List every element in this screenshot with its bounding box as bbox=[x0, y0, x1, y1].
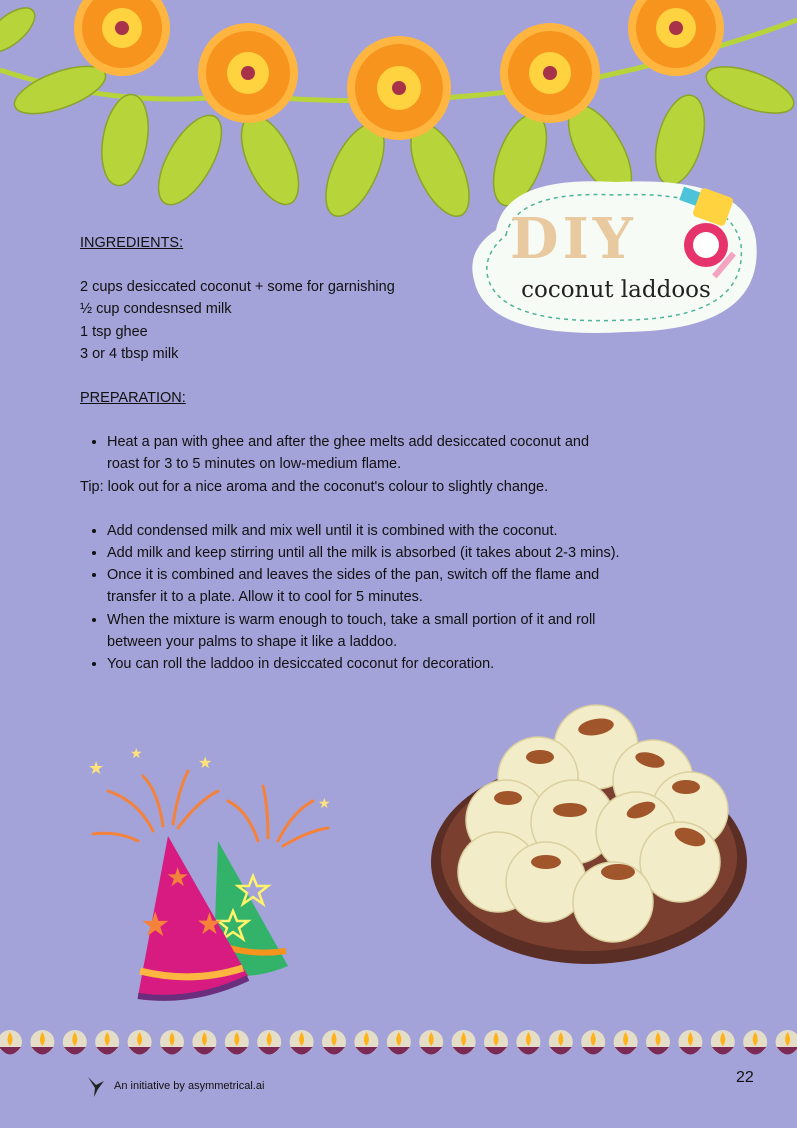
laddoo-plate-illustration bbox=[428, 702, 750, 968]
svg-text:★: ★ bbox=[318, 795, 331, 811]
diya-icon bbox=[192, 1030, 216, 1055]
diya-icon bbox=[30, 1030, 54, 1055]
diya-icon bbox=[484, 1030, 508, 1055]
svg-text:★: ★ bbox=[130, 746, 143, 761]
diya-icon bbox=[290, 1030, 314, 1055]
preparation-steps bbox=[80, 520, 620, 675]
ingredients-heading: INGREDIENTS: bbox=[80, 235, 184, 251]
ingredient-item: 3 or 4 tbsp milk bbox=[80, 345, 179, 362]
diya-icon bbox=[419, 1030, 443, 1055]
tip-text: Tip: look out for a nice aroma and the coconut's colour to slightly change. bbox=[80, 478, 549, 495]
diya-icon bbox=[387, 1030, 411, 1055]
diya-border-illustration bbox=[0, 1024, 797, 1066]
diya-icon bbox=[0, 1030, 22, 1055]
diya-icon bbox=[452, 1030, 476, 1055]
badge-subtitle: coconut laddoos bbox=[521, 277, 711, 303]
page-number: 22 bbox=[736, 1069, 754, 1086]
diya-icon bbox=[95, 1030, 119, 1055]
ingredients-list bbox=[80, 276, 620, 365]
ingredient-item: 2 cups desiccated coconut + some for garnishing bbox=[80, 279, 395, 296]
diya-icon bbox=[128, 1030, 152, 1055]
preparation-step: • Add condensed milk and mix well until it is combined with the coconut. bbox=[107, 520, 620, 542]
recipe-content bbox=[80, 232, 620, 675]
badge-title: DIY bbox=[510, 206, 637, 272]
initiative-text: An initiative by asymmetrical.ai bbox=[114, 1080, 265, 1092]
diya-icon bbox=[614, 1030, 638, 1055]
diya-icon bbox=[678, 1030, 702, 1055]
diya-icon bbox=[549, 1030, 573, 1055]
preparation-step: • Add milk and keep stirring until all the milk is absorbed (it takes about 2-3 mins). bbox=[107, 542, 620, 564]
preparation-step: • You can roll the laddoo in desiccated coconut for decoration. bbox=[107, 653, 620, 675]
footer-initiative bbox=[86, 1075, 264, 1097]
preparation-step: • Once it is combined and leaves the sides of the pan, switch off the flame and transfer it to a plate. Allow it to cool for 5 minutes. bbox=[107, 564, 620, 608]
preparation-step: • Heat a pan with ghee and after the ghee melts add desiccated coconut and roast for 3 to 5 minutes on low-medium flame. bbox=[107, 431, 620, 475]
diya-icon bbox=[776, 1030, 797, 1055]
preparation-heading: PREPARATION: bbox=[80, 390, 186, 407]
svg-text:★: ★ bbox=[88, 758, 105, 778]
svg-text:★: ★ bbox=[140, 906, 171, 944]
preparation-step: • When the mixture is warm enough to touch, take a small portion of it and roll between your palms to shape it like a laddoo. bbox=[107, 609, 620, 653]
ingredient-item: ½ cup condesnsed milk bbox=[80, 301, 232, 318]
diya-icon bbox=[322, 1030, 346, 1055]
bird-logo-icon bbox=[86, 1075, 106, 1097]
diya-icon bbox=[257, 1030, 281, 1055]
svg-text:★: ★ bbox=[196, 908, 223, 941]
diya-icon bbox=[646, 1030, 670, 1055]
diya-icon bbox=[63, 1030, 87, 1055]
preparation-steps bbox=[80, 431, 620, 475]
svg-text:★: ★ bbox=[198, 755, 213, 772]
party-hats-illustration bbox=[78, 746, 343, 1006]
diya-icon bbox=[160, 1030, 184, 1055]
diya-icon bbox=[711, 1030, 735, 1055]
diya-icon bbox=[743, 1030, 767, 1055]
diya-icon bbox=[225, 1030, 249, 1055]
diya-icon bbox=[354, 1030, 378, 1055]
diya-icon bbox=[581, 1030, 605, 1055]
svg-text:★: ★ bbox=[166, 862, 190, 892]
ingredient-item: 1 tsp ghee bbox=[80, 323, 148, 340]
diya-icon bbox=[516, 1030, 540, 1055]
